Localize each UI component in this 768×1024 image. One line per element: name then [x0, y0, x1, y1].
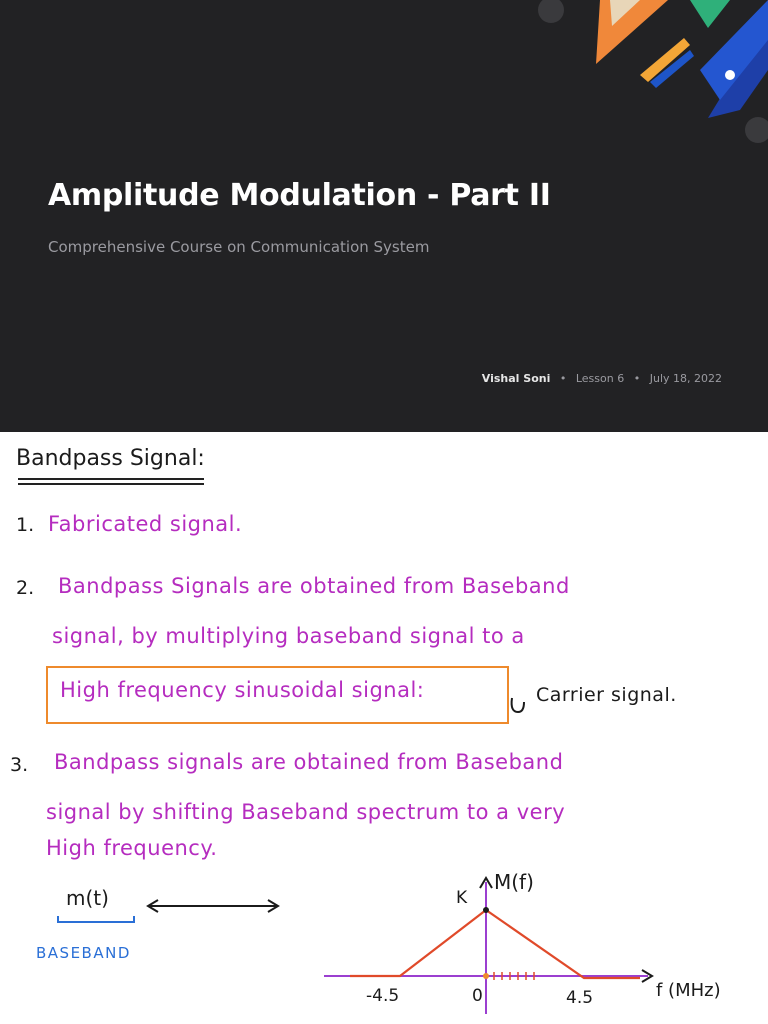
point-2-line-2: signal, by multiplying baseband signal to a	[52, 624, 525, 648]
spectrum-diagram	[0, 864, 768, 1024]
point-2-line-1: Bandpass Signals are obtained from Baseband	[58, 574, 570, 598]
point-number: 2.	[16, 577, 35, 599]
x-axis-label: f (MHz)	[656, 980, 721, 1001]
tick-label: 0	[472, 986, 483, 1006]
arrow-icon	[508, 694, 528, 718]
page-subtitle: Comprehensive Course on Communication System	[48, 238, 430, 256]
signal-label: m(t)	[66, 886, 109, 910]
origin-point	[483, 973, 489, 979]
tick-label: 4.5	[566, 988, 594, 1008]
peak-label: K	[456, 888, 468, 908]
point-1-line-1: Fabricated signal.	[48, 512, 243, 536]
lesson-meta	[482, 372, 722, 385]
point-3-line-2: signal by shifting Baseband spectrum to a very	[46, 800, 566, 824]
point-number: 1.	[16, 514, 35, 536]
lesson-number: Lesson 6	[575, 372, 625, 385]
decorative-shapes	[0, 0, 768, 432]
page-title: Amplitude Modulation - Part II	[48, 178, 551, 213]
point-3-line-3: High frequency.	[46, 836, 218, 860]
author-name: Vishal Soni	[481, 372, 551, 385]
lesson-date: July 18, 2022	[649, 372, 722, 385]
notes-heading: Bandpass Signal:	[16, 446, 205, 471]
peak-point	[483, 907, 489, 913]
point-3-line-1: Bandpass signals are obtained from Baseband	[54, 750, 564, 774]
tick-label: -4.5	[366, 986, 400, 1006]
spectrum-label: M(f)	[494, 870, 534, 894]
separator-dot: •	[633, 372, 641, 385]
point-2-line-3: High frequency sinusoidal signal:	[60, 678, 425, 702]
heading-underline	[18, 478, 204, 480]
point-number: 3.	[10, 754, 29, 776]
spectrum-curve	[350, 910, 640, 978]
baseband-label: BASEBAND	[36, 944, 131, 962]
carrier-annotation: Carrier signal.	[536, 684, 677, 706]
baseband-bracket	[58, 916, 134, 922]
separator-dot: •	[559, 372, 567, 385]
heading-underline	[18, 483, 204, 485]
handwritten-notes	[0, 432, 768, 864]
title-slide	[0, 0, 768, 432]
